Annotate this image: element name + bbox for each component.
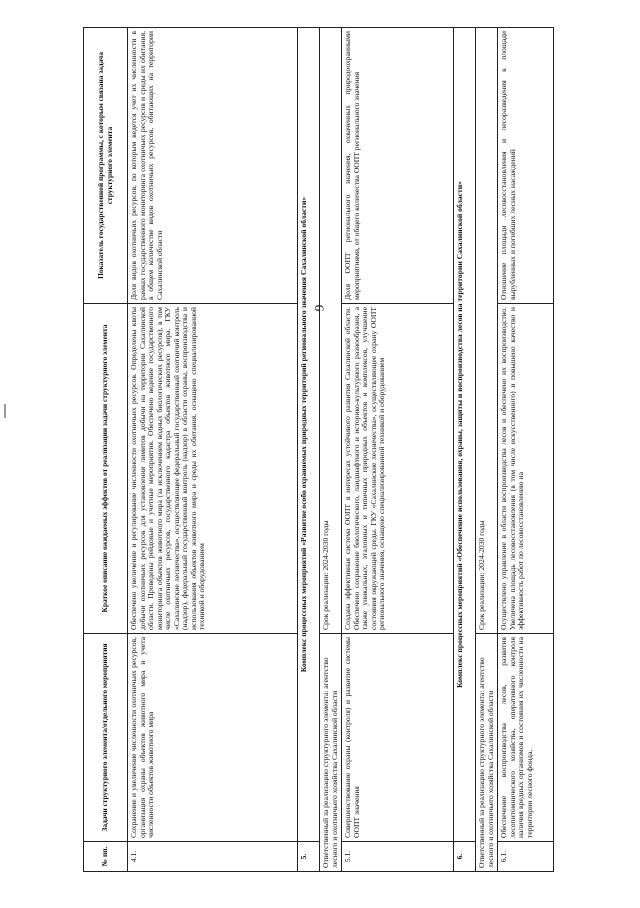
section-title: Комплекс процессных мероприятий «Развитие особо охраняемых природных территорий регионального значения Сахалинской области» (298, 28, 320, 842)
header-indicator: Показатель государственной программы, с которым связана задача структурного элемента (84, 28, 128, 304)
task-cell: Совершенствование охраны (контроля) и развитие системы ООПТ значения (342, 634, 454, 842)
page-number: 9 (311, 304, 327, 312)
header-task: Задачи структурного элемента/отдельного мероприятия (84, 634, 128, 842)
section-number: 5. (298, 842, 320, 872)
section-number: 6. (454, 842, 476, 872)
period-text: Срок реализации: 2024-2030 годы (320, 28, 342, 634)
section-title: Комплекс процессных мероприятий «Обеспечение использования, охраны, защиты и воспроизводства лесов на территории Сахалинской области» (454, 28, 476, 842)
responsible-text: Ответственный за реализацию структурного элемента: агентство лесного и охотничьего хозяйства Сахалинской области (476, 634, 498, 872)
row-number: 4.1. (128, 842, 298, 872)
effects-cell: Создана эффективная система ООПТ в интересах устойчивого развития Сахалинской области. Обеспечено сохранение биологического, ландшафтного и историко-культурного разнообразия, а также уникальных, эталонных и типичных природных объектов и комплексов, улучшение состояния окружающей среды. ГКУ «Сахалинские лесничества», осуществляющее охрану ООПТ регионального значения, оснащено специализированной техникой и оборудованием (342, 304, 454, 634)
table-row (498, 28, 554, 872)
header-num: № пп. (84, 842, 128, 872)
effects-cell: Осуществлено управление в области воспроизводства лесов и обеспечено их воспроизводство. Увеличена площадь лесовосстановления (в том числе искусственного) и повышено качество и эффективность работ по лесовосстановлению на (498, 304, 554, 634)
effects-cell: Обеспечено увеличение и регулирование численности охотничьих ресурсов. Определены квоты добычи охотничьих ресурсов для установления лимитов добычи на территории Сахалинской области. Проведены рейдовые и учетные мероприятия. Обеспечено ведение государственного мониторинга объектов животного мира (за исключением водных биологических ресурсов), в том числе охотничьих ресурсов, государственного кадастра объектов животного мира. ГКУ «Сахалинские лесничества», осуществляющее федеральный государственный охотничий контроль (надзор), федеральный государственный контроль (надзор) в области охраны, воспроизводства и использования объектов животного мира и среды их обитания, оснащено специализированной техникой и оборудованием (128, 304, 298, 634)
header-effects: Краткое описание ожидаемых эффектов от реализации задачи структурного элемента (84, 304, 128, 634)
section-row (454, 28, 476, 872)
row-number: 6.1. (498, 842, 554, 872)
indicator-cell: Доля ООПТ регионального значения, охваченных природоохранными мероприятиями, от общего количества ООПТ регионального значения (342, 28, 454, 304)
responsible-row (476, 28, 498, 872)
section-row (298, 28, 320, 872)
responsible-row (320, 28, 342, 872)
table-row (342, 28, 454, 872)
row-number: 5.1. (342, 842, 454, 872)
indicator-cell: Доля видов охотничьих ресурсов, по которым ведется учет их численности в рамках государственного мониторинга охотничьих ресурсов и среды их обитания, в общем количестве видов охотничьих ресурсов, обитающих на территории Сахалинской области (128, 28, 298, 304)
table-header-row (84, 28, 128, 872)
program-table (83, 28, 575, 872)
task-cell: Сохранение и увеличение численности охотничьих ресурсов, организация охраны объектов животного мира и учета численности объектов животного мира (128, 634, 298, 842)
indicator-cell: Отношение площади лесовосстановления и лесоразведения к площади вырубленных и погибших лесных насаждений (498, 28, 554, 304)
table-row (128, 28, 298, 872)
period-text: Срок реализации: 2024-2030 годы (476, 28, 498, 634)
scan-margin-mark (4, 404, 6, 418)
task-cell: Обеспечение воспроизводства лесов, развития лесопитомнического хозяйства, оперативного контроля наличия вредных организмов и состояния их численности на территории лесного фонда, (498, 634, 554, 842)
responsible-text: Ответственный за реализацию структурного элемента: агентство лесного и охотничьего хозяйства Сахалинской области (320, 634, 342, 872)
